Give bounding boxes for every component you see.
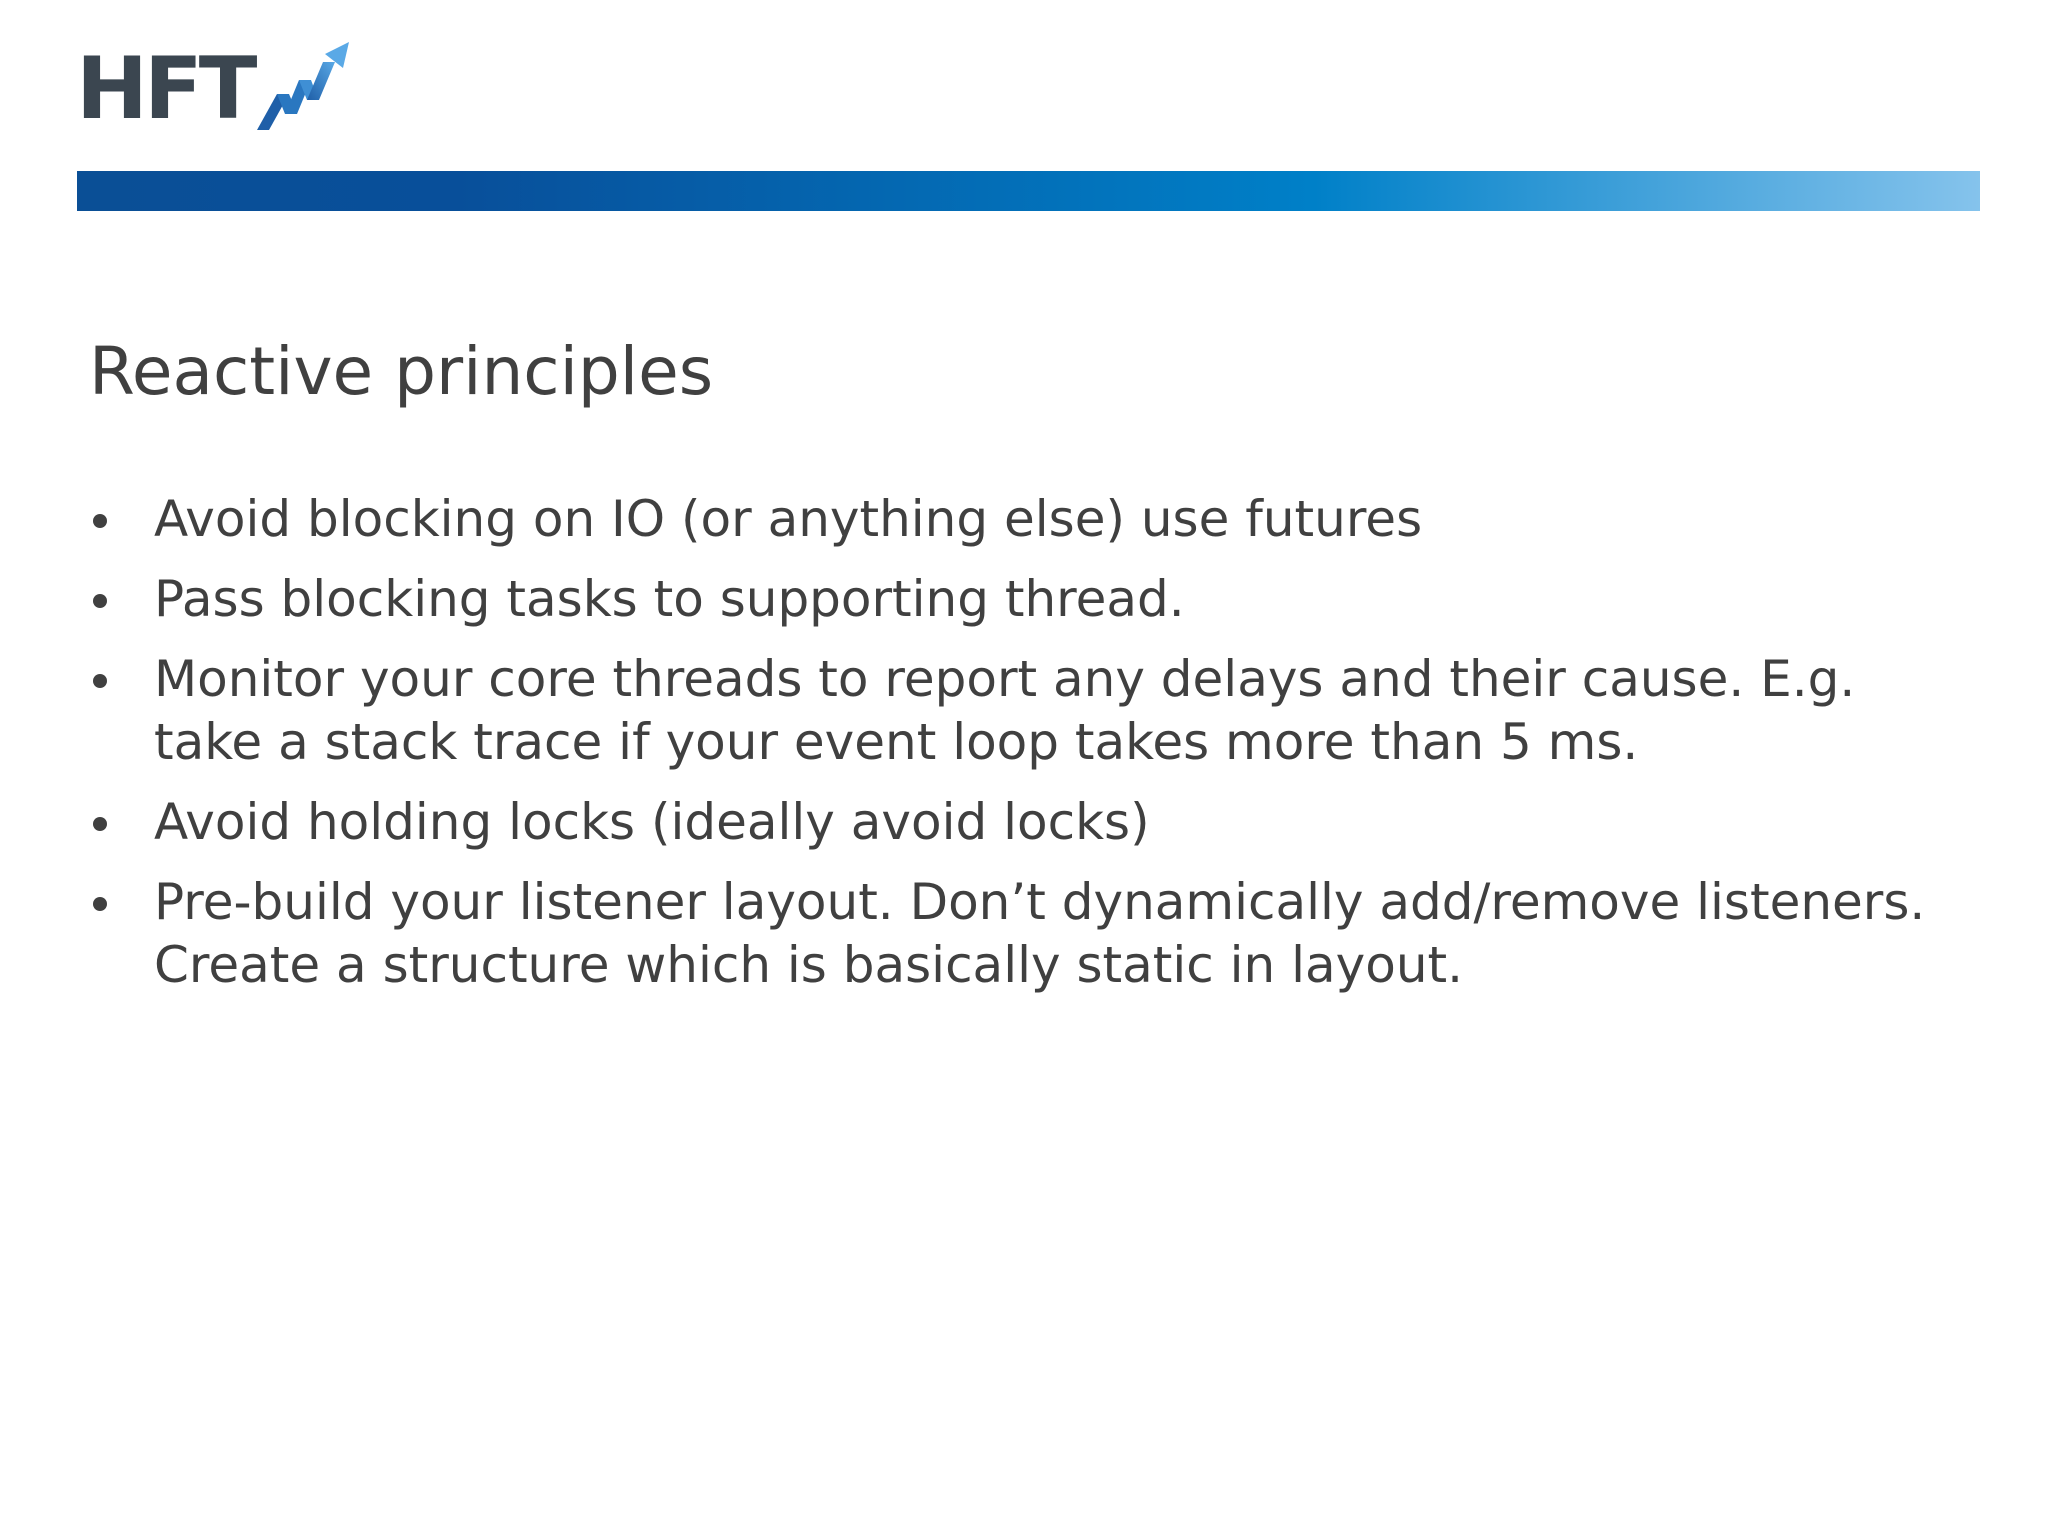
logo-text: HFT xyxy=(76,39,254,139)
bullet-text: Pre-build your listener layout. Don’t dynamically add/remove listeners. Create a structure which is basically static in layout. xyxy=(154,873,1926,994)
bullet-list xyxy=(89,488,1969,1014)
bullet-text: Avoid holding locks (ideally avoid locks) xyxy=(154,793,1150,851)
bullet-item xyxy=(89,488,1969,551)
bullet-dot-icon xyxy=(93,594,107,608)
bullet-dot-icon xyxy=(93,514,107,528)
bullet-dot-icon xyxy=(93,674,107,688)
bullet-item xyxy=(89,791,1969,854)
bullet-item xyxy=(89,568,1969,631)
bullet-text: Pass blocking tasks to supporting thread. xyxy=(154,570,1185,628)
bullet-text: Avoid blocking on IO (or anything else) use futures xyxy=(154,490,1423,548)
header-gradient-bar xyxy=(77,171,1980,211)
hft-logo xyxy=(76,36,355,139)
slide-title: Reactive principles xyxy=(89,333,714,410)
bullet-text: Monitor your core threads to report any delays and their cause. E.g. take a stack trace if your event loop takes more than 5 ms. xyxy=(154,650,1856,771)
bullet-item xyxy=(89,648,1969,774)
bullet-dot-icon xyxy=(93,817,107,831)
bullet-dot-icon xyxy=(93,897,107,911)
chart-arrow-icon xyxy=(255,38,355,134)
bullet-item xyxy=(89,871,1969,997)
